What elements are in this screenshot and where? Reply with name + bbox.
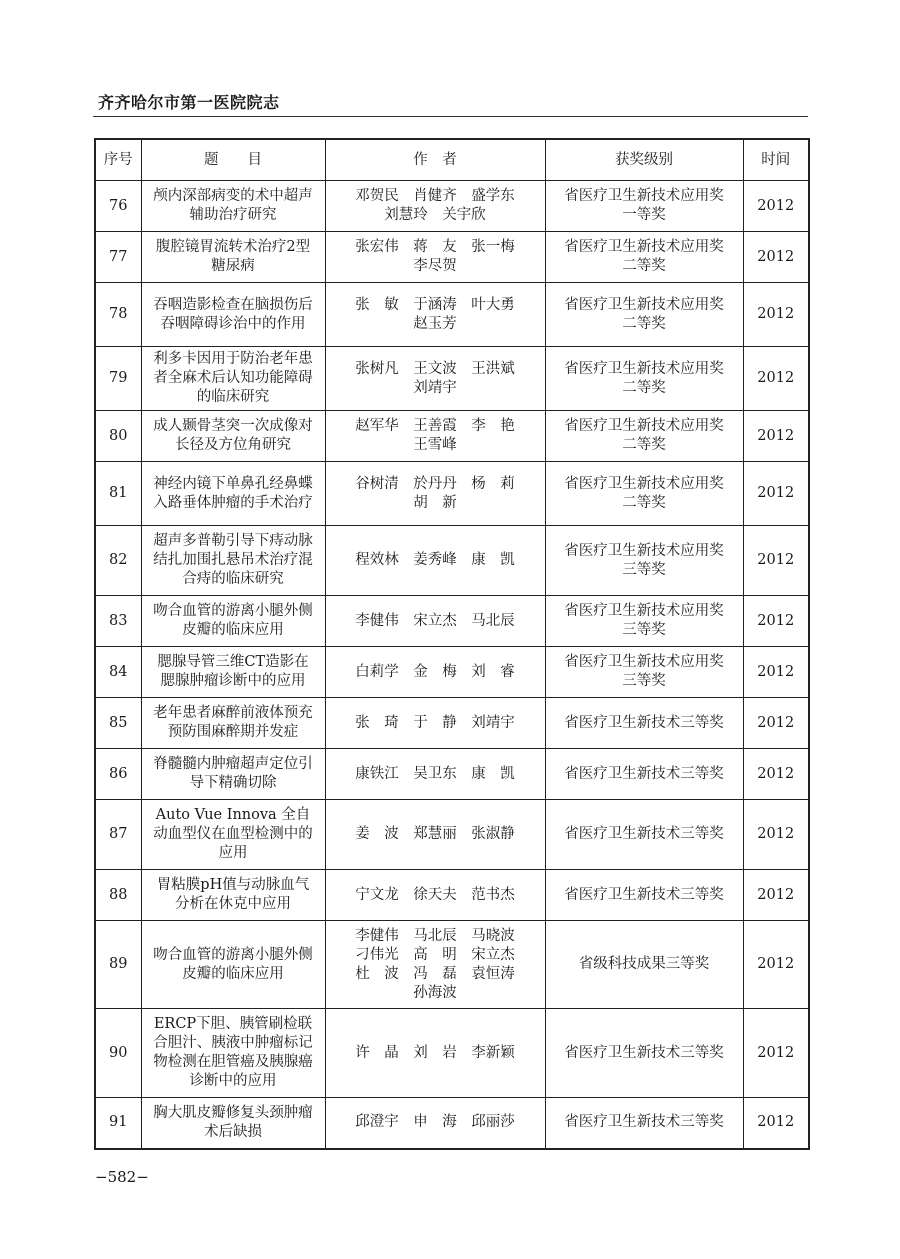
author-line: 刘靖宇 (413, 379, 457, 396)
authors (325, 526, 545, 596)
author-line: 王雪峰 (413, 437, 457, 453)
award-level: 省医疗卫生新技术应用奖三等奖 (545, 526, 743, 596)
awards-table (94, 138, 810, 1150)
author-line: 张 敏 于涵涛 叶大勇 (355, 296, 515, 313)
award-year: 2012 (743, 647, 809, 698)
row-number: 83 (95, 596, 141, 647)
row-number: 76 (95, 181, 141, 232)
row-number: 81 (95, 462, 141, 526)
award-level: 省医疗卫生新技术三等奖 (545, 698, 743, 749)
authors (325, 1098, 545, 1149)
table-row (95, 526, 809, 596)
authors (325, 1009, 545, 1098)
author-line: 李健伟 马北辰 马晓波 (355, 927, 515, 944)
row-number: 78 (95, 283, 141, 347)
project-title: 脊髓髓内肿瘤超声定位引导下精确切除 (141, 749, 325, 800)
author-line: 张树凡 王文波 王洪斌 (355, 360, 515, 377)
row-number: 88 (95, 870, 141, 921)
authors (325, 462, 545, 526)
project-title: 腹腔镜胃流转术治疗2型糖尿病 (141, 232, 325, 283)
award-year: 2012 (743, 411, 809, 462)
award-level: 省医疗卫生新技术应用奖二等奖 (545, 232, 743, 283)
author-line: 康铁江 吴卫东 康 凯 (355, 765, 515, 782)
award-year: 2012 (743, 526, 809, 596)
author-line: 李尽贺 (413, 258, 457, 274)
column-header-title: 题 目 (141, 139, 325, 181)
row-number: 85 (95, 698, 141, 749)
row-number: 89 (95, 921, 141, 1009)
award-level: 省医疗卫生新技术应用奖三等奖 (545, 596, 743, 647)
book-title: 齐齐哈尔市第一医院院志 (98, 93, 280, 112)
project-title: 利多卡因用于防治老年患者全麻术后认知功能障碍的临床研究 (141, 347, 325, 411)
author-line: 邱澄宇 申 海 邱丽莎 (355, 1114, 515, 1131)
project-title: 吞咽造影检查在脑损伤后吞咽障碍诊治中的作用 (141, 283, 325, 347)
table-row (95, 749, 809, 800)
author-line: 杜 波 冯 磊 袁恒涛 (355, 965, 515, 982)
table-row (95, 596, 809, 647)
row-number: 91 (95, 1098, 141, 1149)
award-year: 2012 (743, 800, 809, 870)
authors (325, 749, 545, 800)
row-number: 84 (95, 647, 141, 698)
authors (325, 800, 545, 870)
award-level: 省医疗卫生新技术三等奖 (545, 1009, 743, 1098)
author-line: 邓贺民 肖健齐 盛学东 (355, 188, 515, 204)
project-title: Auto Vue Innova 全自动血型仪在血型检测中的应用 (141, 800, 325, 870)
award-year: 2012 (743, 1009, 809, 1098)
authors (325, 283, 545, 347)
table-header-row (95, 139, 809, 181)
table-row (95, 462, 809, 526)
project-title: 颅内深部病变的术中超声辅助治疗研究 (141, 181, 325, 232)
award-year: 2012 (743, 596, 809, 647)
author-line: 姜 波 郑慧丽 张淑静 (355, 826, 515, 842)
table-row (95, 181, 809, 232)
award-level: 省级科技成果三等奖 (545, 921, 743, 1009)
table-row (95, 870, 809, 921)
project-title: 成人颞骨茎突一次成像对长径及方位角研究 (141, 411, 325, 462)
table-row (95, 1098, 809, 1149)
author-line: 谷树清 於丹丹 杨 莉 (355, 475, 515, 492)
row-number: 86 (95, 749, 141, 800)
project-title: 吻合血管的游离小腿外侧皮瓣的临床应用 (141, 921, 325, 1009)
author-line: 李健伟 宋立杰 马北辰 (355, 612, 515, 629)
authors (325, 921, 545, 1009)
award-year: 2012 (743, 921, 809, 1009)
author-line: 胡 新 (413, 494, 457, 511)
row-number: 77 (95, 232, 141, 283)
award-year: 2012 (743, 698, 809, 749)
row-number: 80 (95, 411, 141, 462)
table-row (95, 347, 809, 411)
project-title: 吻合血管的游离小腿外侧皮瓣的临床应用 (141, 596, 325, 647)
table-row (95, 800, 809, 870)
authors (325, 647, 545, 698)
column-header-year: 时间 (743, 139, 809, 181)
column-header-award: 获奖级别 (545, 139, 743, 181)
award-level: 省医疗卫生新技术三等奖 (545, 800, 743, 870)
author-line: 赵军华 王善霞 李 艳 (355, 418, 515, 434)
award-level: 省医疗卫生新技术应用奖一等奖 (545, 181, 743, 232)
author-line: 许 晶 刘 岩 李新颖 (355, 1044, 515, 1061)
column-header-no: 序号 (95, 139, 141, 181)
author-line: 赵玉芳 (413, 315, 457, 332)
award-level: 省医疗卫生新技术应用奖二等奖 (545, 283, 743, 347)
authors (325, 181, 545, 232)
table-row (95, 283, 809, 347)
column-header-authors: 作 者 (325, 139, 545, 181)
authors (325, 870, 545, 921)
award-year: 2012 (743, 232, 809, 283)
author-line: 孙海波 (413, 984, 457, 1001)
award-level: 省医疗卫生新技术应用奖二等奖 (545, 462, 743, 526)
award-level: 省医疗卫生新技术应用奖三等奖 (545, 647, 743, 698)
author-line: 宁文龙 徐天夫 范书杰 (355, 886, 515, 903)
row-number: 82 (95, 526, 141, 596)
award-level: 省医疗卫生新技术三等奖 (545, 870, 743, 921)
row-number: 79 (95, 347, 141, 411)
award-year: 2012 (743, 870, 809, 921)
authors (325, 411, 545, 462)
table-row (95, 1009, 809, 1098)
award-year: 2012 (743, 1098, 809, 1149)
award-level: 省医疗卫生新技术三等奖 (545, 749, 743, 800)
award-year: 2012 (743, 283, 809, 347)
authors (325, 596, 545, 647)
award-year: 2012 (743, 347, 809, 411)
author-line: 程效林 姜秀峰 康 凯 (355, 552, 515, 568)
authors (325, 232, 545, 283)
project-title: 腮腺导管三维CT造影在腮腺肿瘤诊断中的应用 (141, 647, 325, 698)
row-number: 87 (95, 800, 141, 870)
award-year: 2012 (743, 462, 809, 526)
authors (325, 698, 545, 749)
award-level: 省医疗卫生新技术应用奖二等奖 (545, 411, 743, 462)
author-line: 白莉学 金 梅 刘 睿 (355, 663, 515, 680)
author-line: 刘慧玲 关宇欣 (384, 207, 486, 223)
project-title: 超声多普勒引导下痔动脉结扎加围扎悬吊术治疗混合痔的临床研究 (141, 526, 325, 596)
authors (325, 347, 545, 411)
table-row (95, 232, 809, 283)
award-year: 2012 (743, 749, 809, 800)
row-number: 90 (95, 1009, 141, 1098)
table-row (95, 411, 809, 462)
project-title: ERCP下胆、胰管刷检联合胆汁、胰液中肿瘤标记物检测在胆管癌及胰腺癌诊断中的应用 (141, 1009, 325, 1098)
project-title: 老年患者麻醉前液体预充预防围麻醉期并发症 (141, 698, 325, 749)
project-title: 胃粘膜pH值与动脉血气分析在休克中应用 (141, 870, 325, 921)
project-title: 胸大肌皮瓣修复头颈肿瘤术后缺损 (141, 1098, 325, 1149)
table-row (95, 698, 809, 749)
page-number: −582− (95, 1168, 149, 1186)
table-row (95, 921, 809, 1009)
page-header (93, 88, 808, 117)
author-line: 刁伟光 高 明 宋立杰 (355, 946, 515, 963)
award-level: 省医疗卫生新技术三等奖 (545, 1098, 743, 1149)
award-year: 2012 (743, 181, 809, 232)
author-line: 张 琦 于 静 刘靖宇 (355, 714, 515, 731)
project-title: 神经内镜下单鼻孔经鼻蝶入路垂体肿瘤的手术治疗 (141, 462, 325, 526)
table-row (95, 647, 809, 698)
award-level: 省医疗卫生新技术应用奖二等奖 (545, 347, 743, 411)
author-line: 张宏伟 蒋 友 张一梅 (355, 239, 515, 255)
